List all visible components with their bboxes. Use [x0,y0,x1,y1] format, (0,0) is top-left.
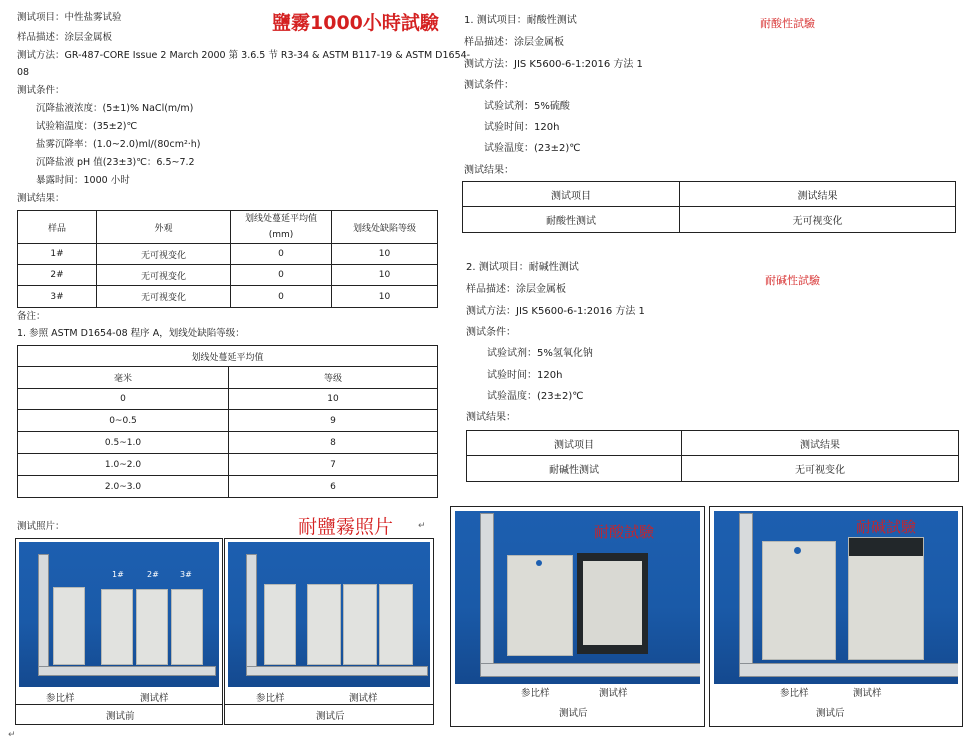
acid-after-caption: 测试后 [559,708,588,719]
cell-mm: 0.5~1.0 [18,432,229,454]
photo-after [228,542,430,687]
ruler [38,554,49,676]
test-panel-surface [583,561,642,645]
note-label: 备注： [17,311,46,322]
hang-hole [794,547,801,554]
test-panel [577,553,648,654]
table-header-row [463,182,956,207]
sample-number: 2# [147,570,159,579]
sample-number: 1# [112,570,124,579]
before-caption: 测试前 [106,711,135,722]
header-grade: 等级 [229,367,438,389]
acid-conditions-label: 测试条件： [464,80,514,91]
test-panel [379,584,413,665]
table-row [18,286,438,308]
table-header-row [467,431,959,456]
salt-condition-5: 暴露时间：1000 小时 [36,175,130,186]
photo-label: 测试照片： [17,521,65,532]
cell-grade: 8 [229,432,438,454]
acid-photo-red-title: 耐酸試驗 [594,523,655,541]
cell-appearance: 无可视变化 [97,286,231,308]
alkali-photo [714,511,958,684]
return-mark-icon: ↵ [418,521,426,531]
header-test-result: 测试结果 [682,431,959,456]
acid-method: 测试方法：JIS K5600-6-1:2016 方法 1 [464,59,643,70]
salt-result-table [17,210,438,308]
cell-creep: 0 [231,244,332,265]
acid-sample-desc: 样品描述：涂层金属板 [464,37,564,48]
cell-mm: 0~0.5 [18,410,229,432]
table-row [18,454,438,476]
sealed-edge [849,538,923,556]
test-panel [343,584,377,665]
acid-condition-2: 试验时间：120h [484,122,560,133]
reference-panel [53,587,85,665]
header-creep-unit: (mm) [268,230,294,240]
test-panel [171,589,203,665]
salt-condition-1: 沉降盐液浓度：(5±1)% NaCl(m/m) [36,103,194,114]
cell-grade: 10 [229,389,438,410]
cell-grade: 10 [332,286,438,308]
test-sample-label: 测试样 [349,693,378,704]
divider [225,704,433,705]
cell-grade: 9 [229,410,438,432]
return-mark-icon: ↵ [8,730,16,740]
cell-appearance: 无可视变化 [97,244,231,265]
photo-before [19,542,219,687]
header-appearance: 外观 [97,211,231,244]
cell-mm: 0 [18,389,229,410]
ruler [739,663,958,677]
alkali-photo-red-title: 耐碱試驗 [856,518,917,536]
reference-label: 参比样 [780,688,809,699]
test-sample-label: 测试样 [599,688,628,699]
cell-test-result: 无可视变化 [682,456,959,482]
table-row [18,410,438,432]
header-creep-line1: 划线处蔓延平均值 [244,214,317,224]
acid-result-label: 测试结果： [464,165,514,176]
cell-grade: 7 [229,454,438,476]
hang-hole [536,560,542,566]
ruler [480,513,494,677]
alkali-conditions-label: 测试条件： [466,327,516,338]
acid-red-title: 耐酸性試驗 [760,17,815,30]
reference-panel [264,584,296,665]
table-row [18,244,438,265]
cell-test-item: 耐碱性测试 [467,456,682,482]
cell-creep: 0 [231,286,332,308]
grade-title-row [18,346,438,367]
cell-grade: 10 [332,244,438,265]
test-sample-label: 测试样 [853,688,882,699]
header-test-item: 测试项目 [463,182,680,207]
ruler [739,513,753,677]
ruler [246,554,257,676]
salt-method-line1: 测试方法：GR-487-CORE Issue 2 March 2000 第 3.6.5 节 R3-34 & ASTM B117-19 & ASTM D1654- [17,50,471,61]
salt-condition-3: 盐雾沉降率：(1.0~2.0)ml/(80cm²·h) [36,139,201,150]
test-panel [136,589,168,665]
ruler [246,666,428,676]
test-panel [307,584,341,665]
header-test-item: 测试项目 [467,431,682,456]
alkali-red-title: 耐碱性試驗 [765,274,820,287]
photo-before-frame [15,538,223,725]
salt-spray-title: 鹽霧1000小時試驗 [272,12,439,34]
header-mm: 毫米 [18,367,229,389]
acid-condition-3: 试验温度：(23±2)℃ [484,143,581,154]
ruler [480,663,700,677]
table-row [18,389,438,410]
grade-header-row [18,367,438,389]
alkali-sample-desc: 样品描述：涂层金属板 [466,284,566,295]
salt-conditions-label: 测试条件： [17,85,65,96]
sample-number: 3# [180,570,192,579]
cell-sample: 2# [18,265,97,286]
cell-appearance: 无可视变化 [97,265,231,286]
table-header-row [18,211,438,244]
salt-condition-4: 沉降盐液 pH 值(23±3)℃：6.5~7.2 [36,157,195,168]
acid-photo [455,511,700,684]
cell-mm: 1.0~2.0 [18,454,229,476]
acid-photo-frame [450,506,705,727]
alkali-photo-frame [709,506,963,727]
alkali-test-item: 2. 测试项目：耐碱性测试 [466,262,579,273]
table-row [18,265,438,286]
table-row [467,456,959,482]
ruler [38,666,216,676]
header-grade: 划线处缺陷等级 [332,211,438,244]
cell-test-result: 无可视变化 [680,207,956,233]
after-caption: 测试后 [316,711,345,722]
salt-method-line2: 08 [17,67,30,78]
grade-title: 划线处蔓延平均值 [18,346,438,367]
test-panel [848,537,924,660]
cell-sample: 3# [18,286,97,308]
divider [16,704,222,705]
salt-photo-red-title: 耐鹽霧照片 [298,516,394,538]
alkali-after-caption: 测试后 [816,708,845,719]
alkali-result-label: 测试结果： [466,412,516,423]
cell-sample: 1# [18,244,97,265]
test-sample-label: 测试样 [140,693,169,704]
alkali-method: 测试方法：JIS K5600-6-1:2016 方法 1 [466,306,645,317]
test-panel [101,589,133,665]
acid-test-item: 1. 测试项目：耐酸性测试 [464,15,577,26]
salt-test-item: 测试项目：中性盐雾试验 [17,12,122,23]
reference-panel [507,555,573,656]
table-row [18,432,438,454]
cell-grade: 6 [229,476,438,498]
alkali-condition-1: 试验试剂：5%氢氧化钠 [487,348,593,359]
reference-label: 参比样 [46,693,75,704]
table-row [463,207,956,233]
table-row [18,476,438,498]
photo-after-frame [224,538,434,725]
cell-mm: 2.0~3.0 [18,476,229,498]
cell-grade: 10 [332,265,438,286]
reference-label: 参比样 [521,688,550,699]
note-1: 1. 参照 ASTM D1654-08 程序 A，划线处缺陷等级： [17,328,245,339]
alkali-condition-3: 试验温度：(23±2)℃ [487,391,584,402]
grade-table [17,345,438,498]
reference-panel [762,541,836,660]
header-creep [231,211,332,244]
header-sample: 样品 [18,211,97,244]
acid-result-table [462,181,956,233]
cell-creep: 0 [231,265,332,286]
salt-sample-desc: 样品描述：涂层金属板 [17,32,113,43]
salt-result-label: 测试结果： [17,193,65,204]
reference-label: 参比样 [256,693,285,704]
header-test-result: 测试结果 [680,182,956,207]
cell-test-item: 耐酸性测试 [463,207,680,233]
alkali-result-table [466,430,959,482]
alkali-condition-2: 试验时间：120h [487,370,563,381]
salt-condition-2: 试验箱温度：(35±2)℃ [36,121,138,132]
acid-condition-1: 试验试剂：5%硫酸 [484,101,570,112]
